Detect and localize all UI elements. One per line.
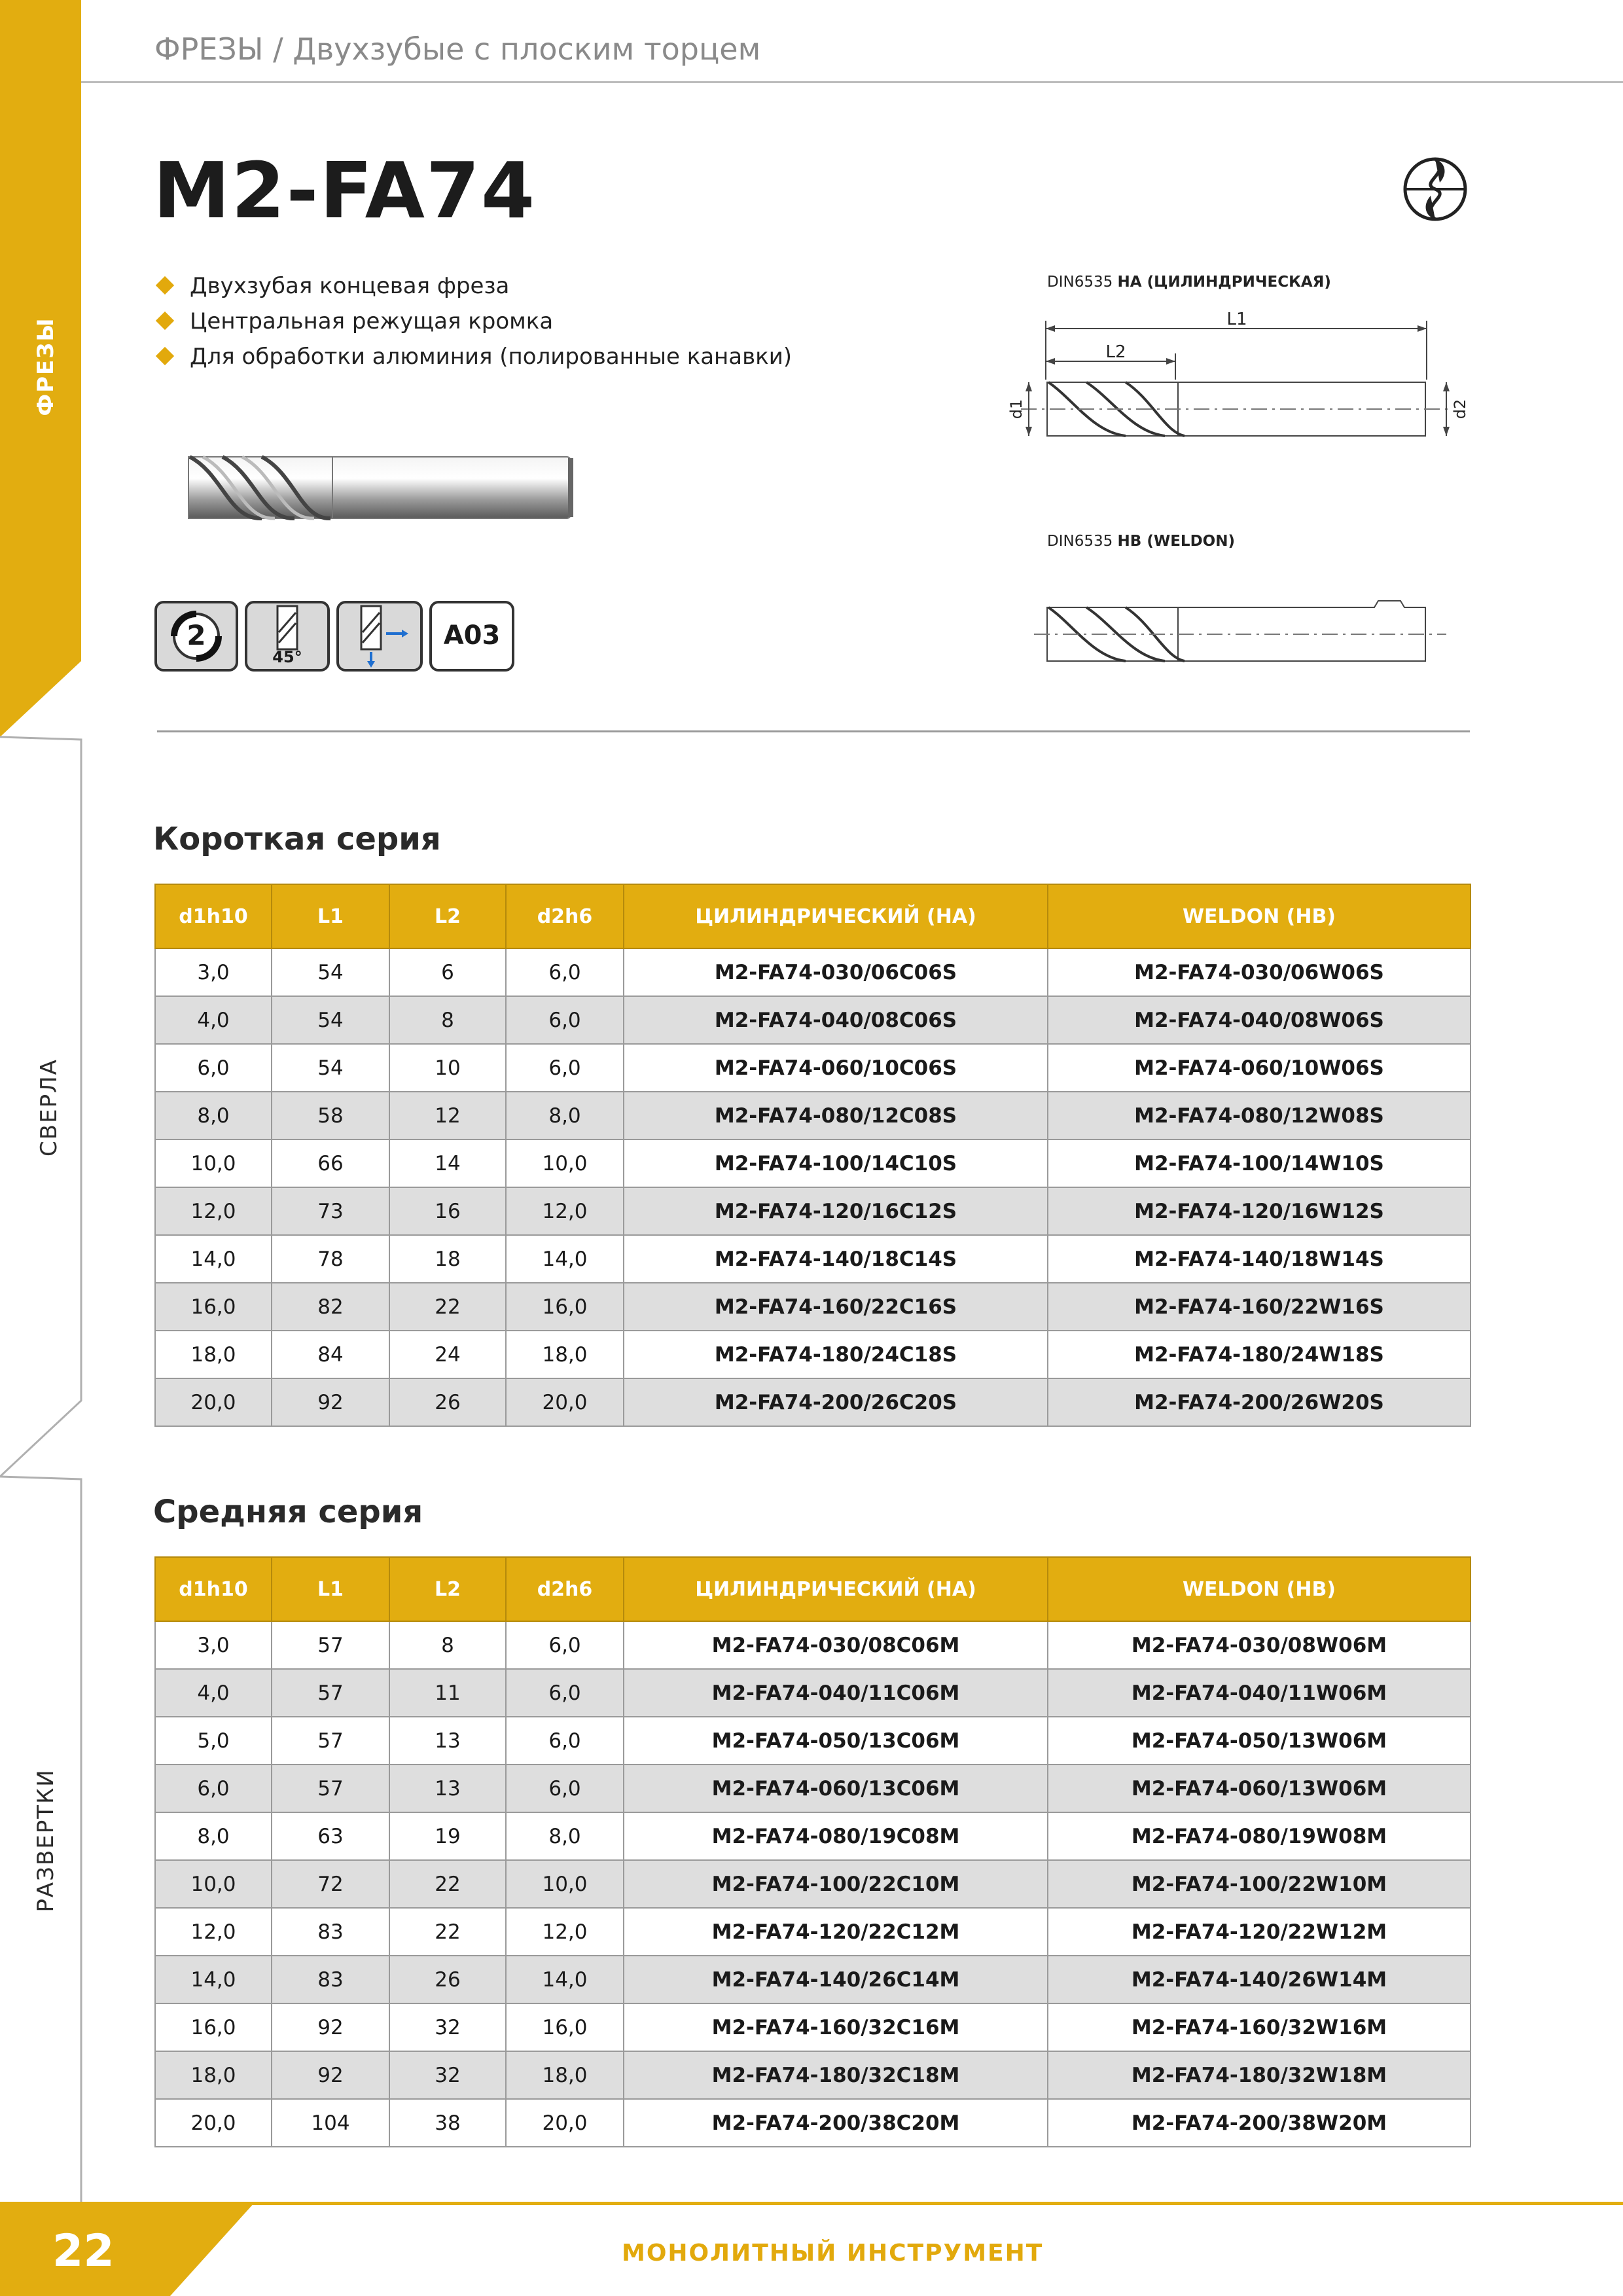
- short-series-title: Короткая серия: [153, 821, 441, 857]
- table-cell: 4,0: [155, 996, 272, 1044]
- table-cell: 11: [389, 1669, 506, 1717]
- feature-item: Двухзубая концевая фреза: [154, 268, 792, 304]
- table-cell: 20,0: [506, 2099, 624, 2147]
- article-code-cell: M2-FA74-140/18W14S: [1048, 1235, 1471, 1283]
- article-code-cell: M2-FA74-060/13C06M: [624, 1765, 1048, 1812]
- table-cell: 57: [272, 1765, 389, 1812]
- table-cell: 4,0: [155, 1669, 272, 1717]
- article-code-cell: M2-FA74-160/32W16M: [1048, 2003, 1471, 2051]
- table-row: [155, 948, 1471, 996]
- article-code-cell: M2-FA74-160/32C16M: [624, 2003, 1048, 2051]
- table-cell: 24: [389, 1331, 506, 1378]
- article-code-cell: M2-FA74-160/22C16S: [624, 1283, 1048, 1331]
- table-cell: 6,0: [155, 1044, 272, 1092]
- table-cell: 6,0: [155, 1765, 272, 1812]
- column-header: WELDON (HB): [1048, 1557, 1471, 1621]
- table-cell: 26: [389, 1956, 506, 2003]
- table-cell: 13: [389, 1717, 506, 1765]
- table-cell: 63: [272, 1812, 389, 1860]
- table-cell: 8,0: [506, 1092, 624, 1139]
- table-cell: 92: [272, 2051, 389, 2099]
- short-series-table: [154, 884, 1471, 1427]
- table-cell: 83: [272, 1956, 389, 2003]
- column-header: L1: [272, 884, 389, 948]
- article-code-cell: M2-FA74-120/22C12M: [624, 1908, 1048, 1956]
- breadcrumb: ФРЕЗЫ / Двухзубые с плоским торцем: [154, 31, 761, 67]
- table-cell: 12,0: [155, 1908, 272, 1956]
- bullet-icon: [156, 276, 174, 295]
- article-code-cell: M2-FA74-140/18C14S: [624, 1235, 1048, 1283]
- table-row: [155, 1187, 1471, 1235]
- table-cell: 19: [389, 1812, 506, 1860]
- table-row: [155, 2099, 1471, 2147]
- table-cell: 6,0: [506, 996, 624, 1044]
- table-cell: 8,0: [155, 1092, 272, 1139]
- table-row: [155, 1956, 1471, 2003]
- table-cell: 84: [272, 1331, 389, 1378]
- article-code-cell: M2-FA74-100/22C10M: [624, 1860, 1048, 1908]
- table-cell: 6,0: [506, 1621, 624, 1669]
- table-row: [155, 2051, 1471, 2099]
- table-cell: 16,0: [506, 1283, 624, 1331]
- table-row: [155, 1092, 1471, 1139]
- table-cell: 10,0: [506, 1139, 624, 1187]
- article-code-cell: M2-FA74-180/32C18M: [624, 2051, 1048, 2099]
- table-cell: 8,0: [155, 1812, 272, 1860]
- table-cell: 22: [389, 1908, 506, 1956]
- column-header: L2: [389, 884, 506, 948]
- table-cell: 14: [389, 1139, 506, 1187]
- table-row: [155, 1621, 1471, 1669]
- table-cell: 54: [272, 996, 389, 1044]
- article-code-cell: M2-FA74-200/26W20S: [1048, 1378, 1471, 1426]
- coating-badge: [429, 601, 514, 672]
- article-code-cell: M2-FA74-100/14W10S: [1048, 1139, 1471, 1187]
- helix-angle-badge: [245, 601, 330, 672]
- table-row: [155, 1235, 1471, 1283]
- article-code-cell: M2-FA74-120/16W12S: [1048, 1187, 1471, 1235]
- article-code-cell: M2-FA74-060/10W06S: [1048, 1044, 1471, 1092]
- column-header: d1h10: [155, 884, 272, 948]
- table-cell: 6,0: [506, 1044, 624, 1092]
- article-code-cell: M2-FA74-030/08W06M: [1048, 1621, 1471, 1669]
- table-cell: 3,0: [155, 948, 272, 996]
- article-code-cell: M2-FA74-180/24W18S: [1048, 1331, 1471, 1378]
- article-code-cell: M2-FA74-080/19W08M: [1048, 1812, 1471, 1860]
- table-cell: 16,0: [155, 2003, 272, 2051]
- table-cell: 57: [272, 1669, 389, 1717]
- table-cell: 32: [389, 2003, 506, 2051]
- center-cutting-badge: [336, 601, 423, 672]
- table-cell: 3,0: [155, 1621, 272, 1669]
- table-row: [155, 996, 1471, 1044]
- article-code-cell: M2-FA74-160/22W16S: [1048, 1283, 1471, 1331]
- article-code-cell: M2-FA74-140/26C14M: [624, 1956, 1048, 2003]
- table-row: [155, 1860, 1471, 1908]
- table-cell: 6,0: [506, 1765, 624, 1812]
- article-code-cell: M2-FA74-100/14C10S: [624, 1139, 1048, 1187]
- article-code-cell: M2-FA74-050/13W06M: [1048, 1717, 1471, 1765]
- article-code-cell: M2-FA74-200/38W20M: [1048, 2099, 1471, 2147]
- table-cell: 14,0: [506, 1956, 624, 2003]
- table-cell: 54: [272, 948, 389, 996]
- table-cell: 57: [272, 1621, 389, 1669]
- column-header: d2h6: [506, 1557, 624, 1621]
- table-cell: 20,0: [506, 1378, 624, 1426]
- bullet-icon: [156, 312, 174, 330]
- din-ha-caption: DIN6535 HA (ЦИЛИНДРИЧЕСКАЯ): [1047, 274, 1331, 291]
- column-header: ЦИЛИНДРИЧЕСКИЙ (HA): [624, 1557, 1048, 1621]
- table-cell: 92: [272, 2003, 389, 2051]
- table-cell: 83: [272, 1908, 389, 1956]
- page-title: M2-FA74: [153, 145, 537, 236]
- table-row: [155, 1908, 1471, 1956]
- table-cell: 92: [272, 1378, 389, 1426]
- table-cell: 6,0: [506, 948, 624, 996]
- article-code-cell: M2-FA74-030/06C06S: [624, 948, 1048, 996]
- sidebar-tab-sverla[interactable]: СВЕРЛА: [36, 1058, 62, 1157]
- table-row: [155, 1139, 1471, 1187]
- column-header: L1: [272, 1557, 389, 1621]
- article-code-cell: M2-FA74-120/16C12S: [624, 1187, 1048, 1235]
- table-cell: 78: [272, 1235, 389, 1283]
- table-header-row: [155, 1557, 1471, 1621]
- table-cell: 14,0: [155, 1235, 272, 1283]
- table-row: [155, 1044, 1471, 1092]
- din-hb-drawing: [1034, 592, 1453, 683]
- table-cell: 14,0: [155, 1956, 272, 2003]
- table-row: [155, 1669, 1471, 1717]
- dim-d2-label: d2: [1451, 399, 1469, 420]
- table-header-row: [155, 884, 1471, 948]
- table-cell: 66: [272, 1139, 389, 1187]
- feature-item: Для обработки алюминия (полированные канавки): [154, 339, 792, 374]
- table-cell: 18,0: [506, 2051, 624, 2099]
- table-cell: 6,0: [506, 1717, 624, 1765]
- table-cell: 10,0: [155, 1860, 272, 1908]
- column-header: d1h10: [155, 1557, 272, 1621]
- table-cell: 14,0: [506, 1235, 624, 1283]
- article-code-cell: M2-FA74-120/22W12M: [1048, 1908, 1471, 1956]
- table-cell: 32: [389, 2051, 506, 2099]
- article-code-cell: M2-FA74-080/12C08S: [624, 1092, 1048, 1139]
- table-cell: 6: [389, 948, 506, 996]
- article-code-cell: M2-FA74-030/08C06M: [624, 1621, 1048, 1669]
- angle-value: 45°: [272, 648, 302, 666]
- coating-value: A03: [443, 620, 501, 651]
- flutes-badge: [154, 601, 238, 672]
- table-cell: 16,0: [506, 2003, 624, 2051]
- article-code-cell: M2-FA74-060/13W06M: [1048, 1765, 1471, 1812]
- table-cell: 12: [389, 1092, 506, 1139]
- table-cell: 104: [272, 2099, 389, 2147]
- dim-l1-label: L1: [1226, 310, 1247, 329]
- table-row: [155, 1812, 1471, 1860]
- table-cell: 13: [389, 1765, 506, 1812]
- table-cell: 12,0: [506, 1908, 624, 1956]
- table-cell: 18,0: [155, 2051, 272, 2099]
- column-header: ЦИЛИНДРИЧЕСКИЙ (HA): [624, 884, 1048, 948]
- center-cutting-icon: [339, 603, 420, 669]
- table-cell: 38: [389, 2099, 506, 2147]
- article-code-cell: M2-FA74-040/08C06S: [624, 996, 1048, 1044]
- bullet-icon: [156, 347, 174, 365]
- table-cell: 8,0: [506, 1812, 624, 1860]
- table-cell: 72: [272, 1860, 389, 1908]
- din-ha-drawing: [995, 301, 1479, 458]
- table-cell: 10: [389, 1044, 506, 1092]
- feature-list: [154, 268, 792, 374]
- din-hb-caption: DIN6535 HB (WELDON): [1047, 533, 1235, 550]
- table-cell: 12,0: [506, 1187, 624, 1235]
- table-cell: 5,0: [155, 1717, 272, 1765]
- section-divider: [157, 730, 1470, 732]
- dim-l2-label: L2: [1105, 342, 1126, 362]
- table-row: [155, 1331, 1471, 1378]
- table-cell: 20,0: [155, 1378, 272, 1426]
- table-row: [155, 2003, 1471, 2051]
- article-code-cell: M2-FA74-180/32W18M: [1048, 2051, 1471, 2099]
- table-row: [155, 1765, 1471, 1812]
- column-header: d2h6: [506, 884, 624, 948]
- table-cell: 20,0: [155, 2099, 272, 2147]
- column-header: L2: [389, 1557, 506, 1621]
- article-code-cell: M2-FA74-040/08W06S: [1048, 996, 1471, 1044]
- article-code-cell: M2-FA74-050/13C06M: [624, 1717, 1048, 1765]
- table-cell: 18: [389, 1235, 506, 1283]
- feature-item: Центральная режущая кромка: [154, 304, 792, 339]
- article-code-cell: M2-FA74-080/19C08M: [624, 1812, 1048, 1860]
- table-cell: 57: [272, 1717, 389, 1765]
- article-code-cell: M2-FA74-140/26W14M: [1048, 1956, 1471, 2003]
- table-cell: 26: [389, 1378, 506, 1426]
- table-cell: 10,0: [155, 1139, 272, 1187]
- article-code-cell: M2-FA74-100/22W10M: [1048, 1860, 1471, 1908]
- table-cell: 12,0: [155, 1187, 272, 1235]
- article-code-cell: M2-FA74-060/10C06S: [624, 1044, 1048, 1092]
- article-code-cell: M2-FA74-180/24C18S: [624, 1331, 1048, 1378]
- product-image: [183, 448, 576, 526]
- sidebar-tab-frezy[interactable]: ФРЕЗЫ: [33, 317, 59, 416]
- table-cell: 22: [389, 1283, 506, 1331]
- table-cell: 18,0: [155, 1331, 272, 1378]
- medium-series-title: Средняя серия: [153, 1494, 423, 1530]
- table-row: [155, 1283, 1471, 1331]
- table-row: [155, 1378, 1471, 1426]
- table-cell: 6,0: [506, 1669, 624, 1717]
- article-code-cell: M2-FA74-040/11W06M: [1048, 1669, 1471, 1717]
- column-header: WELDON (HB): [1048, 884, 1471, 948]
- table-cell: 22: [389, 1860, 506, 1908]
- dim-d1-label: d1: [1007, 399, 1026, 420]
- header-divider: [81, 81, 1623, 83]
- table-cell: 16,0: [155, 1283, 272, 1331]
- table-cell: 73: [272, 1187, 389, 1235]
- page-number: 22: [52, 2225, 115, 2277]
- table-cell: 18,0: [506, 1331, 624, 1378]
- article-code-cell: M2-FA74-080/12W08S: [1048, 1092, 1471, 1139]
- end-face-icon: [1399, 153, 1471, 225]
- footer-title: МОНОЛИТНЫЙ ИНСТРУМЕНТ: [622, 2240, 1044, 2267]
- article-code-cell: M2-FA74-040/11C06M: [624, 1669, 1048, 1717]
- article-code-cell: M2-FA74-030/06W06S: [1048, 948, 1471, 996]
- medium-series-table: [154, 1556, 1471, 2147]
- table-cell: 10,0: [506, 1860, 624, 1908]
- table-cell: 54: [272, 1044, 389, 1092]
- table-cell: 58: [272, 1092, 389, 1139]
- table-row: [155, 1717, 1471, 1765]
- table-cell: 8: [389, 1621, 506, 1669]
- table-cell: 82: [272, 1283, 389, 1331]
- article-code-cell: M2-FA74-200/26C20S: [624, 1378, 1048, 1426]
- sidebar-tab-razvertki[interactable]: РАЗВЕРТКИ: [33, 1768, 59, 1912]
- table-cell: 8: [389, 996, 506, 1044]
- flutes-value: 2: [187, 619, 206, 651]
- article-code-cell: M2-FA74-200/38C20M: [624, 2099, 1048, 2147]
- table-cell: 16: [389, 1187, 506, 1235]
